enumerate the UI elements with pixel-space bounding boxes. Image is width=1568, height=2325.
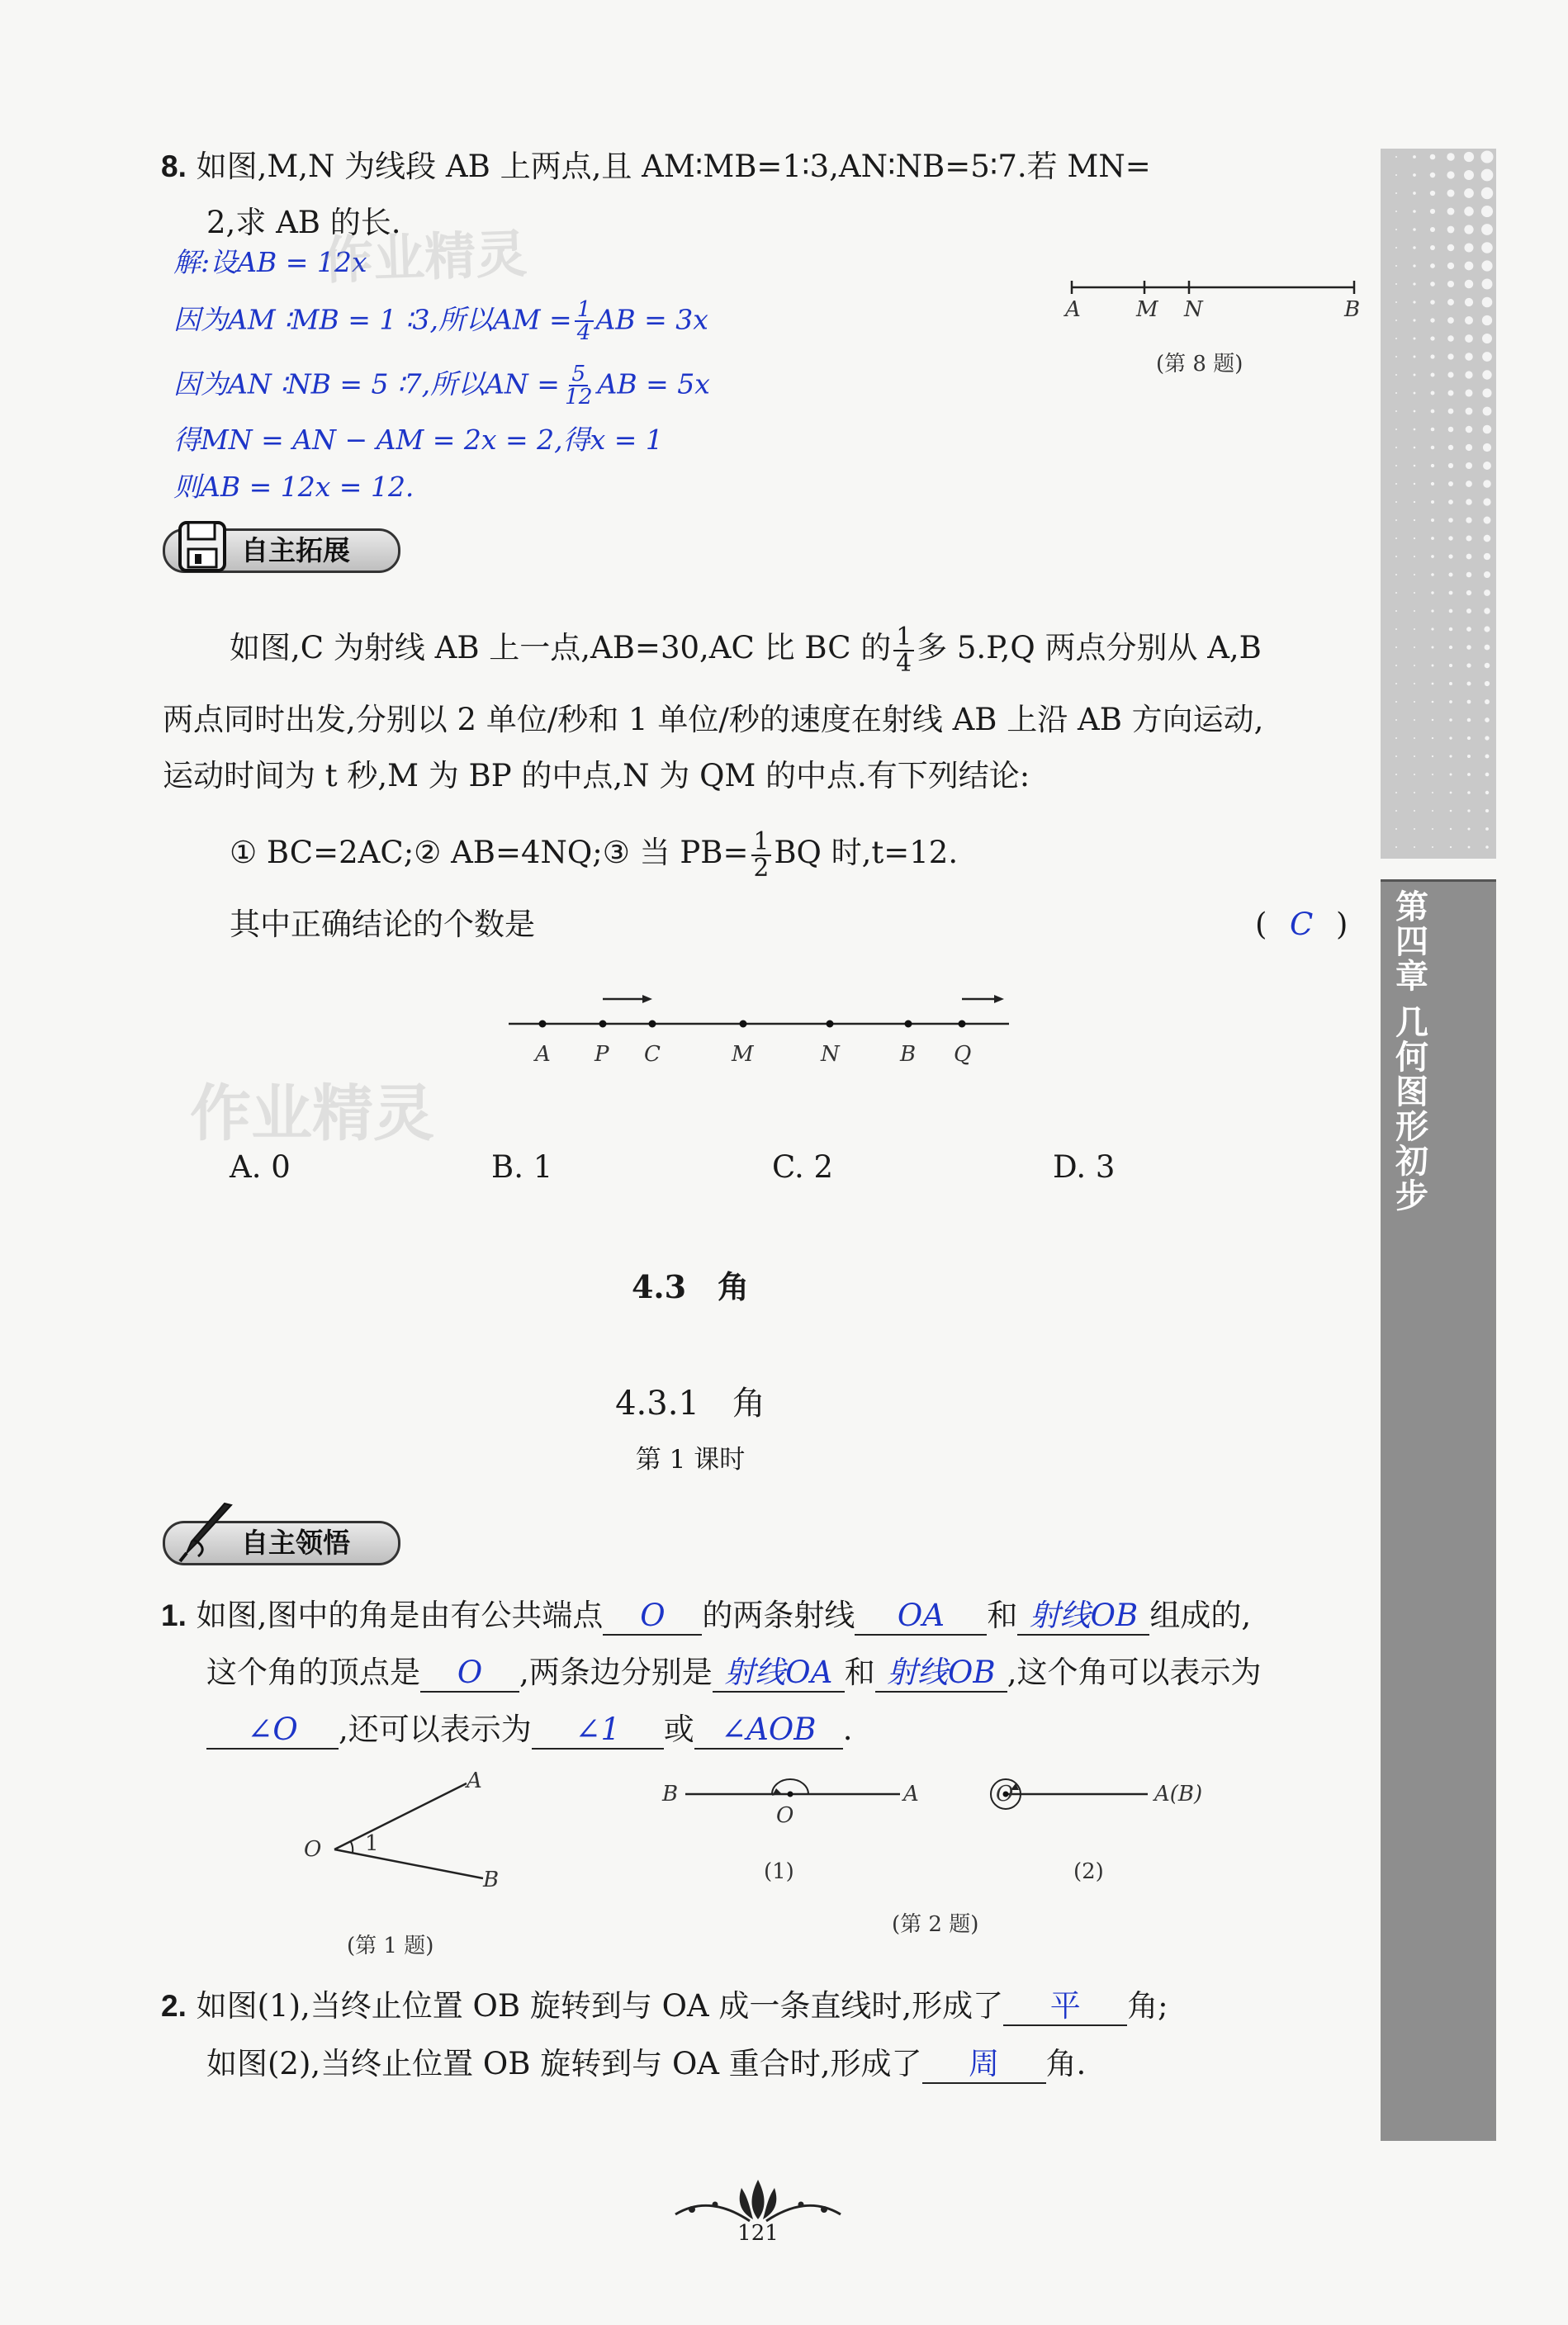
q2-fig1-label-b: B [662, 1782, 679, 1806]
chapter-sidebar [1381, 149, 1496, 2138]
q1-answer-5: 射线OA [713, 1655, 845, 1693]
sol2-post: AB = 3x [595, 303, 708, 336]
q8-line2: 2,求 AB 的长. [206, 205, 401, 240]
q8-segment-figure [1065, 272, 1371, 322]
q8-number: 8. [161, 149, 187, 183]
q1-number: 1. [161, 1598, 187, 1632]
ray-label-c: C [644, 1042, 661, 1067]
q1-text: 和 [844, 1655, 875, 1690]
sidebar-chapter-tab [1381, 879, 1496, 2141]
q8-solution-line1: 解:设AB = 12x [173, 246, 367, 278]
extend-p1 [230, 625, 1262, 675]
q1-fig-label-a: A [467, 1769, 482, 1793]
q2-fig1-label-a: A [903, 1782, 919, 1806]
sol3-post: AB = 5x [597, 367, 710, 400]
q1-answer-9: ∠AOB [694, 1712, 843, 1750]
q1-text: ,两条边分别是 [519, 1655, 713, 1690]
extend-p3: 运动时间为 t 秒,M 为 BP 的中点,N 为 QM 的中点.有下列结论: [163, 758, 1030, 793]
q2-fig-caption: (第 2 题) [892, 1912, 979, 1937]
q1-fig-caption: (第 1 题) [347, 1934, 434, 1958]
q1-fig-label-1: 1 [365, 1831, 379, 1856]
q2-fig2-label-o: O [996, 1782, 1014, 1806]
q2-number: 2. [161, 1989, 187, 2023]
frac-den: 4 [896, 648, 912, 677]
option-c: C. 2 [772, 1149, 834, 1185]
extend-p4-pre: ① BC=2AC;② AB=4NQ;③ 当 PB= [230, 835, 749, 871]
extend-p4-post: BQ 时,t=12. [774, 835, 959, 871]
ray-label-a: A [535, 1042, 551, 1067]
q1-text: 的两条射线 [702, 1598, 855, 1633]
paren-close: ) [1335, 907, 1348, 942]
extend-question: 其中正确结论的个数是 [230, 907, 535, 942]
q8-solution-line2 [173, 296, 708, 346]
q2-line2 [206, 2046, 1086, 2084]
fraction-1-2 [751, 827, 772, 882]
section-self-badge [163, 1521, 400, 1565]
option-a: A. 0 [230, 1149, 291, 1185]
frac-den: 12 [564, 384, 593, 410]
q1-answer-7: ∠O [206, 1712, 339, 1750]
q1-line3 [206, 1712, 853, 1750]
q8-label-n: N [1184, 297, 1203, 322]
extend-p1-post: 多 5.P,Q 两点分别从 A,B [917, 630, 1262, 666]
page-number: 121 [737, 2221, 779, 2246]
q1-line2 [206, 1655, 1262, 1693]
halftone-dots-pattern [1381, 149, 1496, 859]
q8-label-a: A [1065, 297, 1081, 322]
ray-figure [504, 987, 1016, 1036]
q2-answer-1: 平 [1003, 1988, 1127, 2026]
fraction-1-4 [575, 296, 594, 346]
q1-text: ,还可以表示为 [339, 1712, 532, 1747]
sol3-pre: 因为AN ∶NB = 5 ∶7,所以AN = [173, 367, 560, 400]
sidebar-pattern [1381, 149, 1496, 859]
option-d: D. 3 [1053, 1149, 1116, 1185]
sol2-pre: 因为AM ∶MB = 1 ∶3,所以AM = [173, 303, 572, 336]
q1-answer-6: 射线OB [875, 1655, 1007, 1693]
ray-label-q: Q [954, 1042, 972, 1067]
q2-text: 角; [1127, 1988, 1168, 2024]
frac-num: 1 [751, 830, 772, 856]
q1-fig-label-b: B [483, 1868, 500, 1892]
extend-p1-pre: 如图,C 为射线 AB 上一点,AB=30,AC 比 BC 的 [230, 630, 892, 666]
fraction-5-12 [562, 363, 595, 409]
q2-fig1-label-o: O [776, 1803, 794, 1828]
q1-answer-1: O [603, 1598, 702, 1636]
sidebar-chapter: 第 四 章 [1395, 888, 1428, 996]
lesson-heading: 第 1 课时 [635, 1445, 746, 1475]
q1-text: ,这个角可以表示为 [1007, 1655, 1262, 1690]
section-extend-title: 自主拓展 [241, 534, 350, 566]
section-heading: 4.3 角 [631, 1268, 750, 1305]
q1-answer-2: OA [855, 1598, 987, 1636]
extend-answer: C [1290, 907, 1314, 942]
ray-label-b: B [900, 1042, 917, 1067]
q2-text: 角. [1045, 2046, 1087, 2081]
q1-answer-8: ∠1 [532, 1712, 664, 1750]
q8-label-m: M [1136, 297, 1158, 322]
q8-solution-line4: 得MN = AN − AM = 2x = 2,得x = 1 [173, 424, 663, 456]
sidebar-title: 几 何 图 形 初 步 [1395, 1004, 1428, 1215]
watermark-2: 作业精灵 [190, 1078, 434, 1149]
q8-solution-line3 [173, 363, 710, 409]
frac-num: 5 [569, 363, 588, 386]
q2-answer-2: 周 [922, 2046, 1046, 2084]
q1-answer-3: 射线OB [1017, 1598, 1149, 1636]
q1-text: 和 [987, 1598, 1018, 1633]
section-self-title: 自主领悟 [241, 1527, 350, 1559]
ray-label-n: N [821, 1042, 840, 1067]
q1-line1 [161, 1598, 1251, 1636]
q2-fig2-sub: (2) [1073, 1859, 1104, 1884]
pen-icon [173, 1502, 239, 1565]
q1-text: 或 [663, 1712, 694, 1747]
extend-answer-paren [1255, 907, 1348, 943]
floppy-disk-icon [177, 519, 228, 574]
q2-text: 如图(2),当终止位置 OB 旋转到与 OA 重合时,形成了 [206, 2046, 922, 2081]
ray-label-p: P [595, 1042, 609, 1067]
extend-p4 [230, 827, 959, 882]
frac-num: 1 [575, 299, 594, 322]
extend-p2: 两点同时出发,分别以 2 单位/秒和 1 单位/秒的速度在射线 AB 上沿 AB 方向运动, [163, 702, 1264, 737]
q1-text: 组成的, [1149, 1598, 1252, 1633]
paren-open: ( [1255, 907, 1267, 942]
q2-text: 如图(1),当终止位置 OB 旋转到与 OA 成一条直线时,形成了 [196, 1988, 1004, 2024]
q1-text: 这个角的顶点是 [206, 1655, 420, 1690]
q1-fig-label-o: O [304, 1837, 322, 1862]
q2-fig2-label-ab: A(B) [1154, 1782, 1203, 1806]
q2-fig1-sub: (1) [764, 1859, 794, 1884]
option-b: B. 1 [491, 1149, 553, 1185]
frac-den: 2 [753, 853, 770, 882]
subsection-heading: 4.3.1 角 [615, 1385, 765, 1423]
q2-line1 [161, 1988, 1168, 2026]
q8-label-b: B [1344, 297, 1361, 322]
watermark-1: 作业精灵 [320, 223, 528, 291]
q1-text: . [842, 1712, 853, 1747]
q8-caption: (第 8 题) [1156, 352, 1244, 376]
frac-den: 4 [576, 320, 591, 346]
fraction-1-4 [893, 625, 914, 675]
q8-line1 [161, 149, 1151, 185]
q8-text-line1: 如图,M,N 为线段 AB 上两点,且 AM∶MB=1∶3,AN∶NB=5∶7.若 MN= [196, 149, 1151, 184]
q8-solution-line5: 则AB = 12x = 12. [173, 471, 415, 503]
section-extend-badge [163, 528, 400, 573]
frac-num: 1 [893, 625, 914, 651]
ray-label-m: M [732, 1042, 754, 1067]
q1-text: 如图,图中的角是由有公共端点 [196, 1598, 604, 1633]
q1-answer-4: O [420, 1655, 519, 1693]
